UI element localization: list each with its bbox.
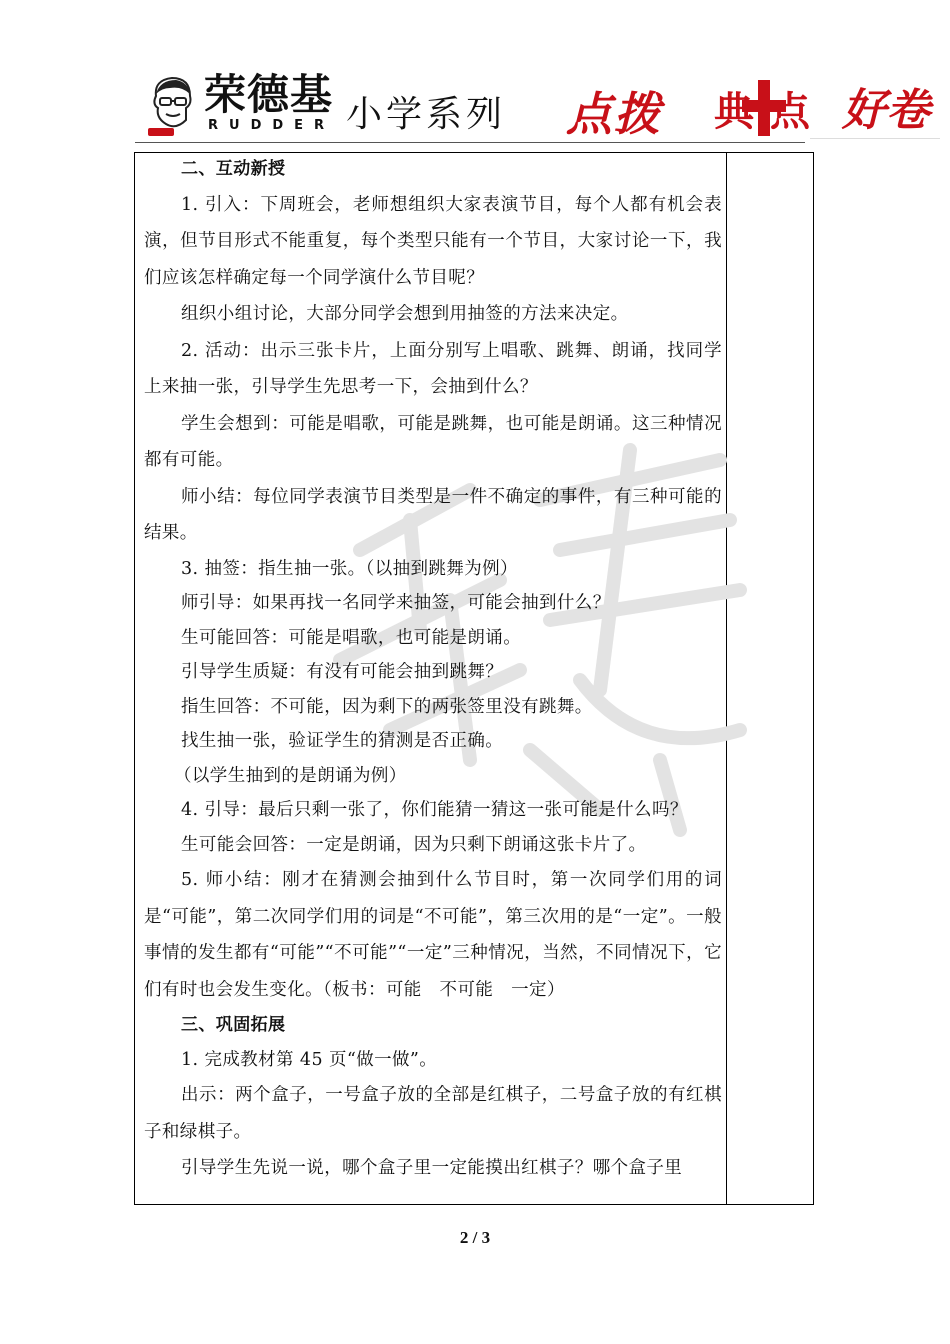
paragraph: 生可能会回答：一定是朗诵，因为只剩下朗诵这张卡片了。 [181,834,647,855]
page-number: 2 / 3 [459,1228,491,1247]
section-heading: 三、巩固拓展 [181,1015,286,1035]
diandian-logo-text: 典点 [714,89,826,135]
series-title: 小学系列 [346,94,507,135]
paragraph: 师引导：如果再找一名同学来抽签，可能会抽到什么？ [181,593,611,613]
section-heading: 二、互动新授 [181,159,286,179]
brand-subtitle: RUDDER [208,118,336,133]
dianbo-logo: 点拨 [566,87,662,141]
paragraph: 引导学生先说一说，哪个盒子里一定能摸出红棋子？哪个盒子里 [181,1158,683,1178]
table-column-divider [726,152,727,1205]
paragraph: 引导学生质疑：有没有可能会抽到跳舞？ [181,662,504,682]
paragraph: 生可能回答：可能是唱歌，也可能是朗诵。 [181,627,522,648]
paragraph: 学生会想到：可能是唱歌，可能是跳舞，也可能是朗诵。这三种情况都有可能。 [144,413,722,470]
header-divider-right [810,138,940,139]
paragraph: 1. 完成教材第 45 页“做一做”。 [181,1049,438,1070]
paragraph: 4. 引导：最后只剩一张了，你们能猜一猜这一张可能是什么吗？ [181,800,688,820]
lesson-content [144,152,722,1187]
paragraph: 1. 引入：下周班会，老师想组织大家表演节目，每个人都有机会表演，但节目形式不能重复，每个类型只能有一个节目，大家讨论一下，我们应该怎样确定每一个同学演什么节目呢？ [144,194,722,288]
diandian-logo [714,80,826,137]
paragraph: 出示：两个盒子，一号盒子放的全部是红棋子，二号盒子放的有红棋子和绿棋子。 [144,1085,722,1142]
brand-name: 荣德基 [204,70,334,119]
founder-portrait-logo [146,74,198,138]
paragraph: 5. 师小结：刚才在猜测会抽到什么节目时，第一次同学们用的词是“可能”，第二次同学们用的词是“不可能”，第三次用的是“一定”。一般事情的发生都有“可能”“不可能”“一定”三种情况，当然，不同情况下，它们有时也会发生变化。（板书：可能 不可能 一定） [144,870,722,1000]
haojuan-logo: 好卷 [842,85,930,136]
header-divider [135,142,805,143]
page-header [140,64,940,144]
paragraph: 3. 抽签：指生抽一张。（以抽到跳舞为例） [181,558,518,579]
paragraph: 组织小组讨论，大部分同学会想到用抽签的方法来决定。 [181,304,629,324]
paragraph: 师小结：每位同学表演节目类型是一件不确定的事件，有三种可能的结果。 [144,486,722,543]
paragraph: 找生抽一张，验证学生的猜测是否正确。 [181,731,504,751]
paragraph: 指生回答：不可能，因为剩下的两张签里没有跳舞。 [181,696,593,717]
paragraph: （以学生抽到的是朗诵为例） [174,765,407,786]
paragraph: 2. 活动：出示三张卡片，上面分别写上唱歌、跳舞、朗诵，找同学上来抽一张，引导学生先思考一下，会抽到什么？ [144,340,722,397]
